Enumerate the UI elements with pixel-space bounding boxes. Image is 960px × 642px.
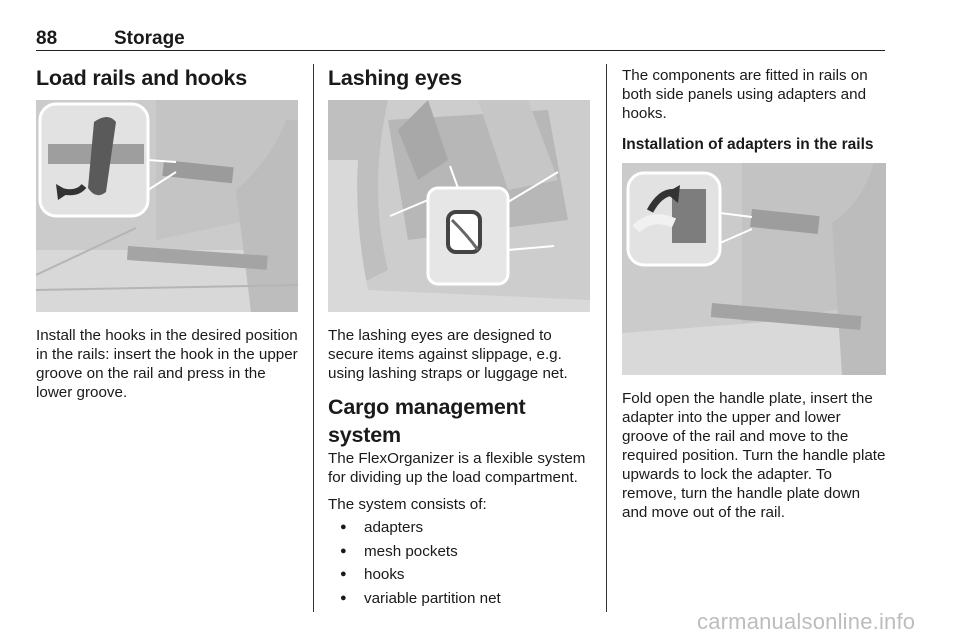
list-item: ● hooks	[328, 565, 590, 584]
load-rail-hook-illustration	[36, 100, 298, 312]
list-item: ● mesh pockets	[328, 542, 590, 561]
load-rails-instructions: Install the hooks in the desired position in the rails: insert the hook in the upper groove on the rail and press in the lower groove.	[36, 327, 298, 401]
column-load-rails	[36, 64, 298, 402]
page-number: 88	[36, 28, 58, 49]
lashing-eyes-text: The lashing eyes are designed to secure items against slippage, e.g. using lashing straps or luggage net.	[328, 327, 568, 382]
cargo-components-list	[328, 518, 590, 608]
section-heading-lashing-eyes: Lashing eyes	[328, 66, 462, 90]
section-heading-load-rails: Load rails and hooks	[36, 66, 248, 90]
column-adapters	[622, 66, 886, 522]
column-divider-right	[606, 64, 607, 612]
cargo-system-consists: The system consists of:	[328, 496, 487, 513]
running-title: Storage	[114, 28, 185, 49]
column-lashing-eyes	[328, 64, 590, 612]
section-heading-cargo-management: Cargo management system	[328, 395, 526, 447]
adapter-installation-text: Fold open the handle plate, insert the adapter into the upper and lower groove of the rail and move to the required position. Turn the handle plate upwards to lock the adapter. To remove, turn the handle plate down and move out of the rail.	[622, 390, 886, 521]
components-intro: The components are fitted in rails on both side panels using adapters and hooks.	[622, 67, 868, 122]
subheading-adapter-installation: Installation of adapters in the rails	[622, 136, 874, 153]
cargo-management-text: The FlexOrganizer is a flexible system for dividing up the load compartment.	[328, 450, 586, 486]
watermark: carmanualsonline.info	[697, 609, 916, 634]
list-item: ● adapters	[328, 518, 590, 537]
list-item: ● variable partition net	[328, 589, 590, 608]
lashing-eye-illustration	[328, 100, 590, 312]
adapter-rail-illustration	[622, 163, 886, 375]
page-header	[36, 26, 885, 51]
column-divider-left	[313, 64, 314, 612]
